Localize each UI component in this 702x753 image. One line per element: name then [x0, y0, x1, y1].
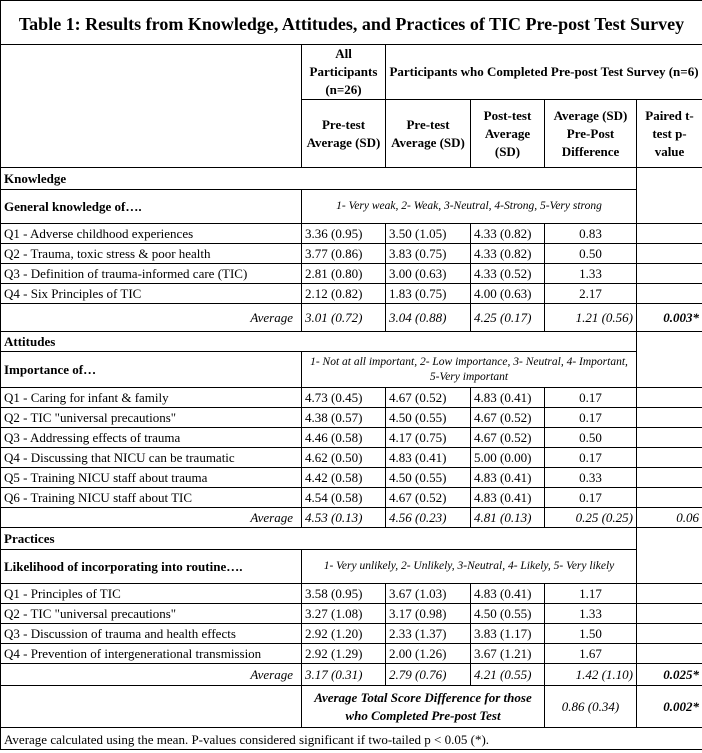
subheading-practices: Likelihood of incorporating into routine….: [1, 550, 302, 584]
cell-p: [637, 428, 702, 448]
header-post: Post-test Average (SD): [471, 100, 545, 168]
cell-diff: 1.33: [545, 264, 637, 284]
cell-diff: 0.17: [545, 448, 637, 468]
cell-diff: 0.17: [545, 408, 637, 428]
row-label: Q6 - Training NICU staff about TIC: [1, 488, 302, 508]
cell-p: [637, 388, 702, 408]
average-pre: 3.04 (0.88): [386, 304, 471, 332]
cell-all: 2.12 (0.82): [302, 284, 386, 304]
cell-p: [637, 584, 702, 604]
row-label: Q3 - Discussion of trauma and health effects: [1, 624, 302, 644]
section-attitudes: Attitudes: [1, 332, 637, 352]
cell-diff: 0.33: [545, 468, 637, 488]
average-p: 0.003*: [637, 304, 702, 332]
cell-all: 4.73 (0.45): [302, 388, 386, 408]
header-all-participants: All Participants (n=26): [302, 45, 386, 100]
section-practices: Practices: [1, 528, 637, 550]
empty-cell: [637, 168, 702, 224]
cell-pre: 3.17 (0.98): [386, 604, 471, 624]
cell-all: 3.77 (0.86): [302, 244, 386, 264]
average-post: 4.25 (0.17): [471, 304, 545, 332]
cell-p: [637, 624, 702, 644]
cell-all: 4.54 (0.58): [302, 488, 386, 508]
empty-cell: [637, 332, 702, 388]
row-label: Q3 - Definition of trauma-informed care (TIC): [1, 264, 302, 284]
cell-all: 2.92 (1.20): [302, 624, 386, 644]
cell-all: 3.27 (1.08): [302, 604, 386, 624]
cell-pre: 3.50 (1.05): [386, 224, 471, 244]
cell-p: [637, 644, 702, 664]
average-all: 3.17 (0.31): [302, 664, 386, 686]
cell-pre: 3.00 (0.63): [386, 264, 471, 284]
row-label: Q3 - Addressing effects of trauma: [1, 428, 302, 448]
average-all: 3.01 (0.72): [302, 304, 386, 332]
header-blank: [1, 45, 302, 168]
cell-pre: 4.67 (0.52): [386, 388, 471, 408]
cell-diff: 0.17: [545, 488, 637, 508]
row-label: Q2 - Trauma, toxic stress & poor health: [1, 244, 302, 264]
total-label: Average Total Score Difference for those who Completed Pre-post Test: [302, 686, 545, 728]
cell-diff: 0.17: [545, 388, 637, 408]
cell-pre: 3.83 (0.75): [386, 244, 471, 264]
scale-practices: 1- Very unlikely, 2- Unlikely, 3-Neutral, 4- Likely, 5- Very likely: [302, 550, 637, 584]
cell-all: 2.81 (0.80): [302, 264, 386, 284]
row-label: Q2 - TIC "universal precautions": [1, 604, 302, 624]
header-completed-group: Participants who Completed Pre-post Test Survey (n=6): [386, 45, 702, 100]
cell-post: 4.83 (0.41): [471, 584, 545, 604]
scale-knowledge: 1- Very weak, 2- Weak, 3-Neutral, 4-Strong, 5-Very strong: [302, 190, 637, 224]
row-label: Q4 - Prevention of intergenerational transmission: [1, 644, 302, 664]
average-post: 4.21 (0.55): [471, 664, 545, 686]
footnote: Average calculated using the mean. P-values considered significant if two-tailed p < 0.05 (*).: [1, 728, 702, 750]
average-pre: 4.56 (0.23): [386, 508, 471, 528]
cell-p: [637, 264, 702, 284]
cell-post: 4.33 (0.52): [471, 264, 545, 284]
cell-post: 4.83 (0.41): [471, 388, 545, 408]
cell-pre: 1.83 (0.75): [386, 284, 471, 304]
cell-pre: 4.83 (0.41): [386, 448, 471, 468]
cell-pre: 2.33 (1.37): [386, 624, 471, 644]
cell-diff: 1.17: [545, 584, 637, 604]
subheading-attitudes: Importance of…: [1, 352, 302, 388]
average-pre: 2.79 (0.76): [386, 664, 471, 686]
cell-pre: 4.50 (0.55): [386, 468, 471, 488]
cell-all: 4.62 (0.50): [302, 448, 386, 468]
cell-all: 4.38 (0.57): [302, 408, 386, 428]
cell-post: 4.33 (0.82): [471, 244, 545, 264]
row-label: Q1 - Principles of TIC: [1, 584, 302, 604]
cell-all: 3.36 (0.95): [302, 224, 386, 244]
cell-post: 4.50 (0.55): [471, 604, 545, 624]
average-p: 0.025*: [637, 664, 702, 686]
cell-p: [637, 488, 702, 508]
cell-post: 4.83 (0.41): [471, 468, 545, 488]
cell-p: [637, 244, 702, 264]
cell-pre: 4.50 (0.55): [386, 408, 471, 428]
cell-all: 3.58 (0.95): [302, 584, 386, 604]
cell-pre: 2.00 (1.26): [386, 644, 471, 664]
scale-attitudes: 1- Not at all important, 2- Low importance, 3- Neutral, 4- Important, 5-Very important: [302, 352, 637, 388]
average-label: Average: [1, 508, 302, 528]
cell-diff: 0.50: [545, 428, 637, 448]
average-p: 0.06: [637, 508, 702, 528]
subheading-knowledge: General knowledge of….: [1, 190, 302, 224]
average-post: 4.81 (0.13): [471, 508, 545, 528]
cell-all: 2.92 (1.29): [302, 644, 386, 664]
cell-pre: 4.67 (0.52): [386, 488, 471, 508]
cell-diff: 2.17: [545, 284, 637, 304]
cell-all: 4.46 (0.58): [302, 428, 386, 448]
cell-diff: 0.83: [545, 224, 637, 244]
cell-pre: 4.17 (0.75): [386, 428, 471, 448]
cell-pre: 3.67 (1.03): [386, 584, 471, 604]
cell-all: 4.42 (0.58): [302, 468, 386, 488]
average-label: Average: [1, 664, 302, 686]
cell-p: [637, 448, 702, 468]
row-label: Q1 - Adverse childhood experiences: [1, 224, 302, 244]
cell-post: 3.67 (1.21): [471, 644, 545, 664]
total-diff: 0.86 (0.34): [545, 686, 637, 728]
cell-post: 5.00 (0.00): [471, 448, 545, 468]
empty-cell: [637, 528, 702, 584]
header-pre-all: Pre-test Average (SD): [302, 100, 386, 168]
cell-post: 4.33 (0.82): [471, 224, 545, 244]
cell-post: 4.67 (0.52): [471, 408, 545, 428]
average-diff: 0.25 (0.25): [545, 508, 637, 528]
row-label: Q1 - Caring for infant & family: [1, 388, 302, 408]
average-label: Average: [1, 304, 302, 332]
header-p: Paired t-test p-value: [637, 100, 702, 168]
cell-post: 4.00 (0.63): [471, 284, 545, 304]
cell-p: [637, 604, 702, 624]
section-knowledge: Knowledge: [1, 168, 637, 190]
total-p: 0.002*: [637, 686, 702, 728]
table-title: Table 1: Results from Knowledge, Attitudes, and Practices of TIC Pre-post Test Survey: [1, 1, 702, 45]
cell-p: [637, 284, 702, 304]
header-pre: Pre-test Average (SD): [386, 100, 471, 168]
row-label: Q4 - Discussing that NICU can be traumatic: [1, 448, 302, 468]
row-label: Q2 - TIC "universal precautions": [1, 408, 302, 428]
average-diff: 1.21 (0.56): [545, 304, 637, 332]
cell-post: 4.83 (0.41): [471, 488, 545, 508]
empty-cell: [1, 686, 302, 728]
cell-post: 4.67 (0.52): [471, 428, 545, 448]
cell-diff: 0.50: [545, 244, 637, 264]
cell-diff: 1.50: [545, 624, 637, 644]
row-label: Q4 - Six Principles of TIC: [1, 284, 302, 304]
cell-p: [637, 224, 702, 244]
cell-post: 3.83 (1.17): [471, 624, 545, 644]
cell-diff: 1.33: [545, 604, 637, 624]
average-diff: 1.42 (1.10): [545, 664, 637, 686]
header-diff: Average (SD) Pre-Post Difference: [545, 100, 637, 168]
cell-p: [637, 468, 702, 488]
cell-diff: 1.67: [545, 644, 637, 664]
row-label: Q5 - Training NICU staff about trauma: [1, 468, 302, 488]
cell-p: [637, 408, 702, 428]
average-all: 4.53 (0.13): [302, 508, 386, 528]
